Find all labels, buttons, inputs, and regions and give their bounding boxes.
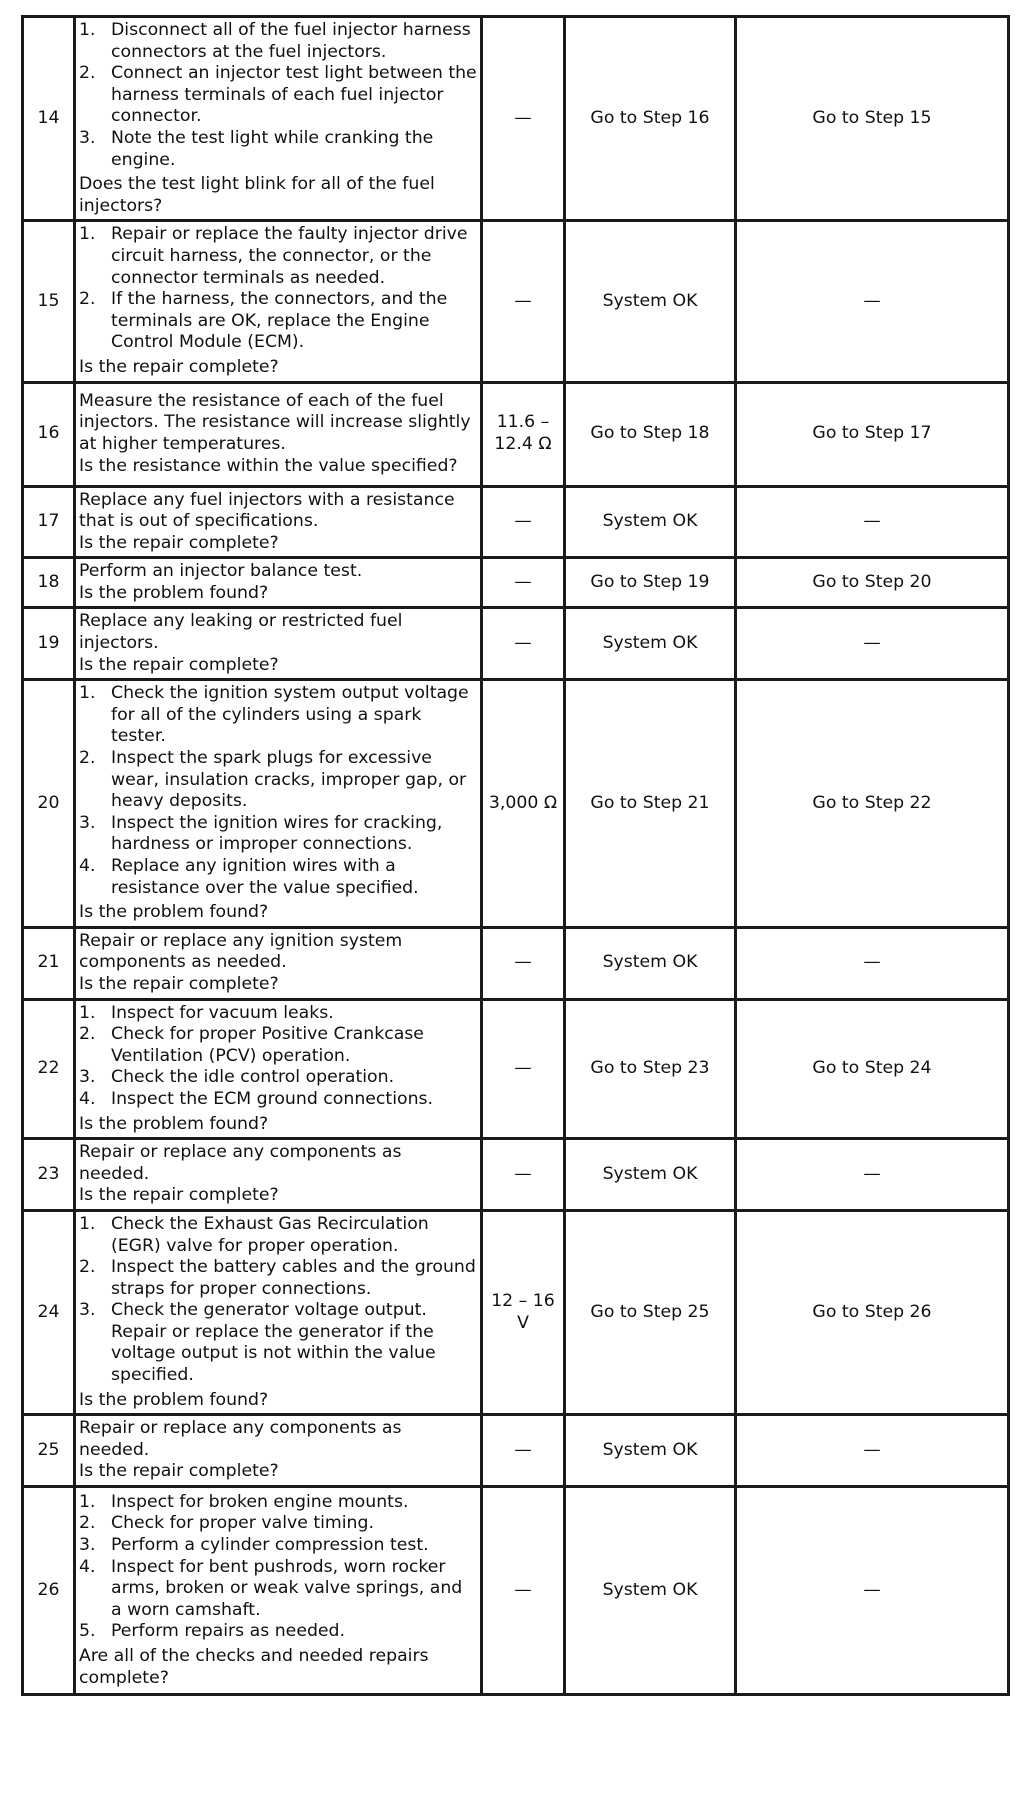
step-number-cell: 21 <box>23 927 75 999</box>
action-cell <box>75 1139 482 1211</box>
action-cell <box>75 382 482 486</box>
table-row <box>23 1139 1009 1211</box>
action-step-text: Perform repairs as needed. <box>111 1621 346 1642</box>
table-row <box>23 1487 1009 1695</box>
action-step-text: Repair or replace the faulty injector drive circuit harness, the connector, or the connector terminals as needed. <box>111 224 468 288</box>
action-step-item <box>79 748 477 813</box>
action-question: Is the problem found? <box>79 1113 269 1134</box>
action-step-number: 2. <box>79 1513 96 1534</box>
action-step-item <box>79 683 477 748</box>
action-step-number: 5. <box>79 1621 96 1642</box>
step-number-cell: 26 <box>23 1487 75 1695</box>
action-text: Repair or replace any components as needed. <box>79 1142 402 1184</box>
action-step-number: 1. <box>79 224 96 245</box>
action-step-item <box>79 128 477 171</box>
yes-action-cell: System OK <box>565 1139 736 1211</box>
action-cell <box>75 486 482 558</box>
action-step-item <box>79 63 477 128</box>
table-row <box>23 17 1009 221</box>
action-cell <box>75 1210 482 1414</box>
table-row <box>23 382 1009 486</box>
yes-action-cell: System OK <box>565 608 736 680</box>
value-cell: — <box>482 486 565 558</box>
table-row <box>23 927 1009 999</box>
action-text: Repair or replace any components as needed. <box>79 1418 402 1460</box>
value-cell: — <box>482 1487 565 1695</box>
step-number-cell: 19 <box>23 608 75 680</box>
action-step-item <box>79 20 477 63</box>
no-action-cell: — <box>736 486 1009 558</box>
value-cell: — <box>482 558 565 608</box>
action-step-text: Inspect the battery cables and the ground straps for proper connections. <box>111 1257 476 1299</box>
step-number-cell: 24 <box>23 1210 75 1414</box>
table-row <box>23 680 1009 928</box>
value-cell: — <box>482 221 565 382</box>
action-step-number: 2. <box>79 63 96 84</box>
action-step-text: Check for proper Positive Crankcase Ventilation (PCV) operation. <box>111 1024 424 1066</box>
table-row <box>23 1415 1009 1487</box>
action-step-text: Inspect the ECM ground connections. <box>111 1088 434 1109</box>
action-step-list <box>79 1003 477 1111</box>
action-cell <box>75 558 482 608</box>
step-number-cell: 14 <box>23 17 75 221</box>
no-action-cell: — <box>736 1139 1009 1211</box>
no-action-cell: Go to Step 24 <box>736 999 1009 1139</box>
step-number-cell: 15 <box>23 221 75 382</box>
yes-action-cell: Go to Step 23 <box>565 999 736 1139</box>
action-step-text: Disconnect all of the fuel injector harness connectors at the fuel injectors. <box>111 20 471 62</box>
action-step-text: Note the test light while cranking the engine. <box>111 127 434 170</box>
action-step-number: 4. <box>79 1556 96 1577</box>
value-cell: — <box>482 608 565 680</box>
no-action-cell: Go to Step 22 <box>736 680 1009 928</box>
action-step-text: Perform a cylinder compression test. <box>111 1535 429 1556</box>
action-step-list <box>79 1214 477 1387</box>
action-question: Is the repair complete? <box>79 356 279 377</box>
action-step-text: Check the ignition system output voltage for all of the cylinders using a spark tester. <box>111 683 469 747</box>
action-step-number: 2. <box>79 1257 96 1278</box>
diagnostic-table <box>21 15 1010 1696</box>
action-question: Is the repair complete? <box>79 1461 279 1482</box>
action-step-item <box>79 1492 477 1514</box>
action-question: Is the repair complete? <box>79 654 279 675</box>
action-cell <box>75 680 482 928</box>
action-step-item <box>79 1003 477 1025</box>
action-step-item <box>79 813 477 856</box>
value-cell: — <box>482 17 565 221</box>
action-step-list <box>79 1492 477 1643</box>
action-step-number: 1. <box>79 1213 96 1234</box>
step-number-cell: 22 <box>23 999 75 1139</box>
action-step-text: Check the idle control operation. <box>111 1067 395 1088</box>
action-step-text: Check the Exhaust Gas Recirculation (EGR) valve for proper operation. <box>111 1213 429 1256</box>
action-step-item <box>79 1067 477 1089</box>
action-cell <box>75 999 482 1139</box>
action-step-item <box>79 1024 477 1067</box>
table-row <box>23 486 1009 558</box>
action-step-item <box>79 224 477 289</box>
action-step-number: 2. <box>79 748 96 769</box>
action-step-number: 4. <box>79 856 96 876</box>
no-action-cell: — <box>736 1415 1009 1487</box>
action-step-text: Inspect for vacuum leaks. <box>111 1002 334 1023</box>
table-row <box>23 999 1009 1139</box>
action-cell <box>75 1415 482 1487</box>
no-action-cell: Go to Step 26 <box>736 1210 1009 1414</box>
value-cell: — <box>482 999 565 1139</box>
action-step-number: 2. <box>79 289 96 310</box>
step-number-cell: 20 <box>23 680 75 928</box>
action-step-text: Inspect for broken engine mounts. <box>111 1491 409 1512</box>
action-step-text: Check for proper valve timing. <box>111 1513 374 1534</box>
action-step-number: 3. <box>79 1300 96 1321</box>
step-number-cell: 23 <box>23 1139 75 1211</box>
action-question: Is the resistance within the value specified? <box>79 455 458 476</box>
action-text: Repair or replace any ignition system components as needed. <box>79 930 403 973</box>
action-step-item <box>79 289 477 354</box>
step-number-cell: 18 <box>23 558 75 608</box>
table-row <box>23 558 1009 608</box>
no-action-cell: — <box>736 608 1009 680</box>
action-step-number: 1. <box>79 1491 96 1512</box>
action-text: Measure the resistance of each of the fuel injectors. The resistance will increase slightly at higher temperatures. <box>79 390 471 454</box>
yes-action-cell: Go to Step 16 <box>565 17 736 221</box>
action-step-list <box>79 683 477 899</box>
value-cell: — <box>482 1415 565 1487</box>
value-cell: 11.6 – 12.4 Ω <box>482 382 565 486</box>
value-cell: — <box>482 1139 565 1211</box>
action-text: Replace any leaking or restricted fuel injectors. <box>79 611 403 654</box>
table-row <box>23 608 1009 680</box>
action-step-list <box>79 224 477 354</box>
yes-action-cell: Go to Step 19 <box>565 558 736 608</box>
action-step-text: Check the generator voltage output. Repair or replace the generator if the voltage output is not within the value specified. <box>111 1300 436 1386</box>
action-step-text: Inspect for bent pushrods, worn rocker arms, broken or weak valve springs, and a worn camshaft. <box>111 1556 463 1620</box>
yes-action-cell: System OK <box>565 486 736 558</box>
action-step-number: 3. <box>79 1067 96 1088</box>
action-cell <box>75 17 482 221</box>
no-action-cell: — <box>736 1487 1009 1695</box>
action-step-number: 3. <box>79 812 96 833</box>
action-step-text: Inspect the spark plugs for excessive wear, insulation cracks, improper gap, or heavy deposits. <box>111 748 467 812</box>
action-step-number: 1. <box>79 20 96 40</box>
action-step-item <box>79 1621 477 1643</box>
action-question: Is the repair complete? <box>79 532 279 553</box>
action-question: Is the problem found? <box>79 1389 269 1410</box>
step-number-cell: 16 <box>23 382 75 486</box>
action-step-number: 2. <box>79 1024 96 1045</box>
value-cell: — <box>482 927 565 999</box>
action-step-item <box>79 1513 477 1535</box>
action-question: Is the problem found? <box>79 582 269 603</box>
action-step-list <box>79 20 477 171</box>
no-action-cell: — <box>736 927 1009 999</box>
action-cell <box>75 1487 482 1695</box>
action-step-number: 1. <box>79 683 96 704</box>
action-step-number: 3. <box>79 127 96 148</box>
action-step-number: 4. <box>79 1088 96 1109</box>
diagnostic-table-body <box>23 17 1009 1695</box>
action-cell <box>75 927 482 999</box>
yes-action-cell: Go to Step 18 <box>565 382 736 486</box>
no-action-cell: Go to Step 17 <box>736 382 1009 486</box>
action-cell <box>75 608 482 680</box>
action-step-number: 1. <box>79 1002 96 1023</box>
yes-action-cell: System OK <box>565 1415 736 1487</box>
yes-action-cell: System OK <box>565 927 736 999</box>
table-row <box>23 1210 1009 1414</box>
yes-action-cell: Go to Step 25 <box>565 1210 736 1414</box>
action-question: Is the repair complete? <box>79 1185 279 1206</box>
action-step-item <box>79 856 477 899</box>
action-step-number: 3. <box>79 1535 96 1556</box>
action-step-item <box>79 1214 477 1257</box>
value-cell: 3,000 Ω <box>482 680 565 928</box>
action-step-item <box>79 1535 477 1557</box>
yes-action-cell: System OK <box>565 1487 736 1695</box>
action-step-text: If the harness, the connectors, and the terminals are OK, replace the Engine Control Module (ECM). <box>111 289 448 353</box>
action-step-item <box>79 1557 477 1622</box>
action-text: Perform an injector balance test. <box>79 561 363 582</box>
action-text: Replace any fuel injectors with a resistance that is out of specifications. <box>79 489 455 532</box>
action-question: Is the problem found? <box>79 902 269 923</box>
yes-action-cell: System OK <box>565 221 736 382</box>
action-question: Is the repair complete? <box>79 973 279 994</box>
no-action-cell: — <box>736 221 1009 382</box>
no-action-cell: Go to Step 20 <box>736 558 1009 608</box>
no-action-cell: Go to Step 15 <box>736 17 1009 221</box>
action-step-item <box>79 1300 477 1386</box>
step-number-cell: 25 <box>23 1415 75 1487</box>
step-number-cell: 17 <box>23 486 75 558</box>
action-step-text: Inspect the ignition wires for cracking, hardness or improper connections. <box>111 812 443 855</box>
action-question: Does the test light blink for all of the fuel injectors? <box>79 174 435 216</box>
action-step-item <box>79 1257 477 1300</box>
table-row <box>23 221 1009 382</box>
yes-action-cell: Go to Step 21 <box>565 680 736 928</box>
value-cell: 12 – 16 V <box>482 1210 565 1414</box>
action-step-text: Connect an injector test light between the harness terminals of each fuel injector connector. <box>111 63 477 127</box>
action-step-text: Replace any ignition wires with a resistance over the value specified. <box>111 856 419 898</box>
action-question: Are all of the checks and needed repairs complete? <box>79 1646 429 1688</box>
action-step-item <box>79 1089 477 1111</box>
action-cell <box>75 221 482 382</box>
